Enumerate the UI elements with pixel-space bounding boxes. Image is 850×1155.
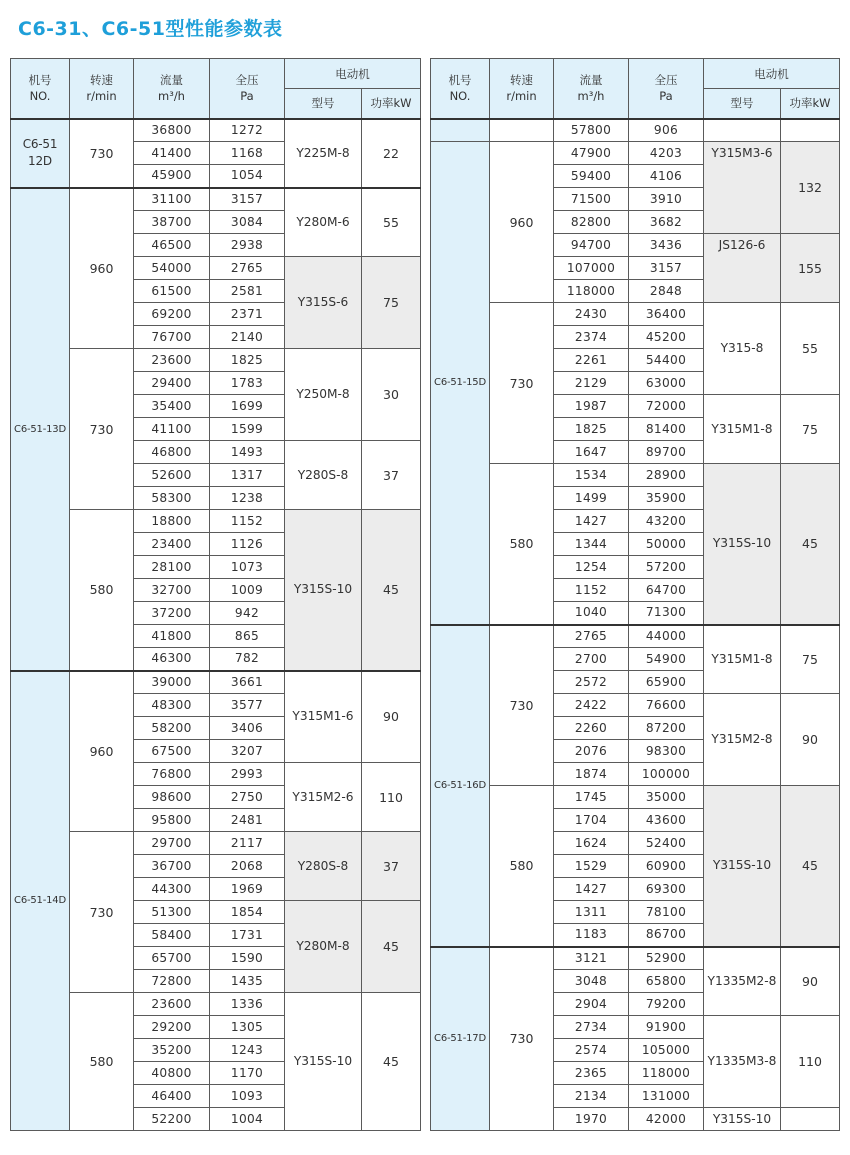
- header-pressure-unit: Pa: [240, 89, 254, 104]
- pressure-cell: 105000: [629, 1039, 704, 1062]
- flow-cell: 57800: [554, 119, 629, 142]
- pressure-cell: 3157: [629, 257, 704, 280]
- pressure-cell: 72000: [629, 395, 704, 418]
- pressure-cell: 45200: [629, 326, 704, 349]
- header-motor: 电动机: [704, 59, 840, 89]
- header-pressure: [629, 59, 704, 119]
- table-row: [11, 510, 421, 533]
- flow-cell: 1254: [554, 556, 629, 579]
- flow-cell: 2430: [554, 303, 629, 326]
- flow-cell: 37200: [134, 602, 210, 625]
- flow-cell: 1624: [554, 832, 629, 855]
- flow-cell: 47900: [554, 142, 629, 165]
- header-speed: [490, 59, 554, 119]
- flow-cell: 67500: [134, 740, 210, 763]
- flow-cell: 39000: [134, 671, 210, 694]
- pressure-cell: 60900: [629, 855, 704, 878]
- pressure-cell: 2117: [210, 832, 285, 855]
- table-row: [11, 671, 421, 694]
- pressure-cell: 69300: [629, 878, 704, 901]
- pressure-cell: 3577: [210, 694, 285, 717]
- pressure-cell: 54400: [629, 349, 704, 372]
- pressure-cell: 2848: [629, 280, 704, 303]
- pressure-cell: 81400: [629, 418, 704, 441]
- table-row: [431, 142, 840, 165]
- flow-cell: 95800: [134, 809, 210, 832]
- flow-cell: 29400: [134, 372, 210, 395]
- flow-cell: 41800: [134, 625, 210, 648]
- flow-cell: 1704: [554, 809, 629, 832]
- pressure-cell: 1493: [210, 441, 285, 464]
- flow-cell: 59400: [554, 165, 629, 188]
- machine-no-cell: C6-51-14D: [11, 671, 70, 1131]
- table-row: [431, 786, 840, 809]
- flow-cell: 54000: [134, 257, 210, 280]
- header-pressure-unit: Pa: [659, 89, 673, 104]
- flow-cell: 1534: [554, 464, 629, 487]
- table-row: [431, 119, 840, 142]
- pressure-cell: 35900: [629, 487, 704, 510]
- flow-cell: 1970: [554, 1108, 629, 1131]
- header-motor-power: 功率kW: [781, 89, 840, 119]
- pressure-cell: 1825: [210, 349, 285, 372]
- flow-cell: 32700: [134, 579, 210, 602]
- flow-cell: 58200: [134, 717, 210, 740]
- pressure-cell: 2750: [210, 786, 285, 809]
- flow-cell: 1040: [554, 602, 629, 625]
- flow-cell: 58300: [134, 487, 210, 510]
- table-row: [11, 119, 421, 142]
- pressure-cell: 3661: [210, 671, 285, 694]
- pressure-cell: 2993: [210, 763, 285, 786]
- pressure-cell: 906: [629, 119, 704, 142]
- motor-model-cell: Y225M-8: [285, 119, 362, 188]
- motor-power-cell: 90: [781, 947, 840, 1016]
- machine-cell-continued: [431, 119, 490, 142]
- performance-table-left: [10, 58, 421, 1131]
- motor-power-cell: 45: [781, 786, 840, 947]
- flow-cell: 107000: [554, 257, 629, 280]
- header-flow-unit: m³/h: [577, 89, 605, 104]
- flow-cell: 1311: [554, 901, 629, 924]
- pressure-cell: 4106: [629, 165, 704, 188]
- motor-model-cell: Y280M-6: [285, 188, 362, 257]
- header-speed-unit: r/min: [506, 89, 537, 104]
- flow-cell: 28100: [134, 556, 210, 579]
- pressure-cell: 2581: [210, 280, 285, 303]
- pressure-cell: 1854: [210, 901, 285, 924]
- pressure-cell: 36400: [629, 303, 704, 326]
- flow-cell: 1499: [554, 487, 629, 510]
- pressure-cell: 4203: [629, 142, 704, 165]
- flow-cell: 2765: [554, 625, 629, 648]
- motor-power-cell: 37: [362, 832, 421, 901]
- pressure-cell: 1170: [210, 1062, 285, 1085]
- speed-cell: 730: [70, 119, 134, 188]
- flow-cell: 1529: [554, 855, 629, 878]
- pressure-cell: 86700: [629, 924, 704, 947]
- speed-cell: 730: [70, 832, 134, 993]
- flow-cell: 1874: [554, 763, 629, 786]
- motor-power-cell: [781, 1108, 840, 1131]
- right-header-row-1: [431, 59, 840, 89]
- flow-cell: 18800: [134, 510, 210, 533]
- flow-cell: 1745: [554, 786, 629, 809]
- header-flow-label: 流量: [160, 73, 183, 88]
- machine-no-cell: [11, 119, 70, 188]
- motor-power-cell: 155: [781, 234, 840, 303]
- header-machine-no-label: 机号: [448, 73, 472, 88]
- flow-cell: 52200: [134, 1108, 210, 1131]
- pressure-cell: 2765: [210, 257, 285, 280]
- pressure-cell: 71300: [629, 602, 704, 625]
- flow-cell: 51300: [134, 901, 210, 924]
- motor-model-cell: Y250M-8: [285, 349, 362, 441]
- flow-cell: 2422: [554, 694, 629, 717]
- header-machine-no-label: 机号: [28, 73, 52, 88]
- flow-cell: 46500: [134, 234, 210, 257]
- pressure-cell: 2140: [210, 326, 285, 349]
- pressure-cell: 98300: [629, 740, 704, 763]
- flow-cell: 29200: [134, 1016, 210, 1039]
- flow-cell: 46300: [134, 648, 210, 671]
- flow-cell: 2700: [554, 648, 629, 671]
- header-speed-label: 转速: [90, 73, 113, 88]
- flow-cell: 44300: [134, 878, 210, 901]
- flow-cell: 40800: [134, 1062, 210, 1085]
- motor-model-cell: Y315M2-8: [704, 694, 781, 786]
- motor-model-cell: Y280M-8: [285, 901, 362, 993]
- motor-power-cell: 110: [362, 763, 421, 832]
- pressure-cell: 1093: [210, 1085, 285, 1108]
- pressure-cell: 43600: [629, 809, 704, 832]
- motor-model-cell: Y315S-10: [704, 1108, 781, 1131]
- flow-cell: 46400: [134, 1085, 210, 1108]
- motor-power-cell: 45: [781, 464, 840, 625]
- speed-cell: 580: [490, 464, 554, 625]
- pressure-cell: 1590: [210, 947, 285, 970]
- table-row: [431, 464, 840, 487]
- table-row: [431, 303, 840, 326]
- pressure-cell: 1699: [210, 395, 285, 418]
- pressure-cell: 43200: [629, 510, 704, 533]
- flow-cell: 52600: [134, 464, 210, 487]
- header-flow-unit: m³/h: [158, 89, 185, 104]
- flow-cell: 2904: [554, 993, 629, 1016]
- pressure-cell: 3207: [210, 740, 285, 763]
- flow-cell: 1825: [554, 418, 629, 441]
- motor-power-cell: 30: [362, 349, 421, 441]
- table-row: [11, 993, 421, 1016]
- motor-power-cell: 90: [362, 671, 421, 763]
- motor-power-cell: 75: [781, 625, 840, 694]
- motor-power-cell: 90: [781, 694, 840, 786]
- speed-cell: 960: [490, 142, 554, 303]
- flow-cell: 35400: [134, 395, 210, 418]
- performance-table-right: [430, 58, 840, 1131]
- header-pressure-label: 全压: [235, 73, 259, 88]
- pressure-cell: 1004: [210, 1108, 285, 1131]
- motor-model-cell: Y280S-8: [285, 832, 362, 901]
- pressure-cell: 1317: [210, 464, 285, 487]
- flow-cell: 36700: [134, 855, 210, 878]
- motor-model-cell: Y315S-10: [704, 464, 781, 625]
- motor-power-cell: 37: [362, 441, 421, 510]
- speed-cell: 730: [490, 947, 554, 1131]
- flow-cell: 58400: [134, 924, 210, 947]
- pressure-cell: 50000: [629, 533, 704, 556]
- flow-cell: 3048: [554, 970, 629, 993]
- motor-model-cell: Y1335M2-8: [704, 947, 781, 1016]
- table-row: [11, 349, 421, 372]
- pressure-cell: 118000: [629, 1062, 704, 1085]
- pressure-cell: 131000: [629, 1085, 704, 1108]
- machine-no-cell: C6-51-13D: [11, 188, 70, 671]
- pressure-cell: 79200: [629, 993, 704, 1016]
- machine-no-cell: C6-51-15D: [431, 142, 490, 625]
- flow-cell: 3121: [554, 947, 629, 970]
- flow-cell: 2261: [554, 349, 629, 372]
- pressure-cell: 35000: [629, 786, 704, 809]
- speed-cell: 580: [70, 510, 134, 671]
- pressure-cell: 3406: [210, 717, 285, 740]
- machine-no-cell: C6-51-16D: [431, 625, 490, 947]
- pressure-cell: 942: [210, 602, 285, 625]
- speed-cell: 580: [490, 786, 554, 947]
- flow-cell: 2572: [554, 671, 629, 694]
- pressure-cell: 2481: [210, 809, 285, 832]
- pressure-cell: 28900: [629, 464, 704, 487]
- flow-cell: 2260: [554, 717, 629, 740]
- header-speed: [70, 59, 134, 119]
- pressure-cell: 64700: [629, 579, 704, 602]
- flow-cell: 41100: [134, 418, 210, 441]
- flow-cell: 2365: [554, 1062, 629, 1085]
- flow-cell: 2734: [554, 1016, 629, 1039]
- motor-power-cell: 75: [362, 257, 421, 349]
- pressure-cell: 100000: [629, 763, 704, 786]
- left-header-row-1: [11, 59, 421, 89]
- pressure-cell: 3084: [210, 211, 285, 234]
- flow-cell: 2076: [554, 740, 629, 763]
- pressure-cell: 89700: [629, 441, 704, 464]
- flow-cell: 29700: [134, 832, 210, 855]
- motor-model-cell: Y315S-10: [285, 510, 362, 671]
- speed-cell: 960: [70, 188, 134, 349]
- pressure-cell: 3682: [629, 211, 704, 234]
- machine-no-line: 12D: [28, 154, 52, 168]
- speed-cell: 730: [70, 349, 134, 510]
- motor-model-cell: Y315M1-8: [704, 395, 781, 464]
- pressure-cell: 1126: [210, 533, 285, 556]
- pressure-cell: 1238: [210, 487, 285, 510]
- flow-cell: 1344: [554, 533, 629, 556]
- flow-cell: 2374: [554, 326, 629, 349]
- flow-cell: 71500: [554, 188, 629, 211]
- flow-cell: 45900: [134, 165, 210, 188]
- flow-cell: 41400: [134, 142, 210, 165]
- motor-model-cell: Y280S-8: [285, 441, 362, 510]
- flow-cell: 36800: [134, 119, 210, 142]
- header-motor-model: 型号: [285, 89, 362, 119]
- header-flow: [134, 59, 210, 119]
- motor-model-cell-continued: [704, 119, 781, 142]
- pressure-cell: 1272: [210, 119, 285, 142]
- flow-cell: 69200: [134, 303, 210, 326]
- pressure-cell: 54900: [629, 648, 704, 671]
- pressure-cell: 1783: [210, 372, 285, 395]
- pressure-cell: 1152: [210, 510, 285, 533]
- header-pressure-label: 全压: [654, 73, 678, 88]
- pressure-cell: 3436: [629, 234, 704, 257]
- speed-cell-continued: [490, 119, 554, 142]
- header-machine-no-unit: NO.: [29, 89, 51, 104]
- table-row: [431, 947, 840, 970]
- pressure-cell: 1243: [210, 1039, 285, 1062]
- pressure-cell: 2068: [210, 855, 285, 878]
- pressure-cell: 3910: [629, 188, 704, 211]
- flow-cell: 72800: [134, 970, 210, 993]
- pressure-cell: 1054: [210, 165, 285, 188]
- motor-power-cell: 55: [781, 303, 840, 395]
- header-flow: [554, 59, 629, 119]
- pressure-cell: 3157: [210, 188, 285, 211]
- flow-cell: 35200: [134, 1039, 210, 1062]
- flow-cell: 98600: [134, 786, 210, 809]
- pressure-cell: 52400: [629, 832, 704, 855]
- motor-model-cell: Y1335M3-8: [704, 1016, 781, 1108]
- table-row: [431, 625, 840, 648]
- pressure-cell: 1599: [210, 418, 285, 441]
- table-left-body: [11, 59, 421, 1131]
- pressure-cell: 782: [210, 648, 285, 671]
- flow-cell: 46800: [134, 441, 210, 464]
- pressure-cell: 1336: [210, 993, 285, 1016]
- pressure-cell: 1435: [210, 970, 285, 993]
- machine-no-line: C6-51: [22, 137, 58, 151]
- pressure-cell: 76600: [629, 694, 704, 717]
- motor-model-cell: Y315M3-6: [704, 142, 781, 234]
- machine-no-cell: C6-51-17D: [431, 947, 490, 1131]
- flow-cell: 23600: [134, 349, 210, 372]
- pressure-cell: 91900: [629, 1016, 704, 1039]
- table-row: [11, 188, 421, 211]
- motor-power-cell: 55: [362, 188, 421, 257]
- speed-cell: 960: [70, 671, 134, 832]
- pressure-cell: 2371: [210, 303, 285, 326]
- motor-model-cell: Y315M2-6: [285, 763, 362, 832]
- motor-model-cell: Y315-8: [704, 303, 781, 395]
- pressure-cell: 1731: [210, 924, 285, 947]
- table-row: [11, 832, 421, 855]
- header-pressure: [210, 59, 285, 119]
- flow-cell: 48300: [134, 694, 210, 717]
- motor-model-cell: Y315M1-8: [704, 625, 781, 694]
- flow-cell: 1183: [554, 924, 629, 947]
- header-machine-no-unit: NO.: [449, 89, 471, 104]
- header-flow-label: 流量: [579, 73, 603, 88]
- flow-cell: 23600: [134, 993, 210, 1016]
- flow-cell: 38700: [134, 211, 210, 234]
- motor-power-cell: 22: [362, 119, 421, 188]
- flow-cell: 76800: [134, 763, 210, 786]
- pressure-cell: 1073: [210, 556, 285, 579]
- flow-cell: 76700: [134, 326, 210, 349]
- flow-cell: 2574: [554, 1039, 629, 1062]
- motor-power-cell: 45: [362, 993, 421, 1131]
- header-machine-no: [431, 59, 490, 119]
- motor-model-cell: Y315M1-6: [285, 671, 362, 763]
- speed-cell: 730: [490, 625, 554, 786]
- pressure-cell: 42000: [629, 1108, 704, 1131]
- table-right-body: [431, 59, 840, 1131]
- page-title: C6-31、C6-51型性能参数表: [18, 18, 283, 40]
- pressure-cell: 1969: [210, 878, 285, 901]
- header-speed-unit: r/min: [86, 89, 117, 104]
- pressure-cell: 52900: [629, 947, 704, 970]
- flow-cell: 1427: [554, 878, 629, 901]
- flow-cell: 82800: [554, 211, 629, 234]
- flow-cell: 1152: [554, 579, 629, 602]
- pressure-cell: 78100: [629, 901, 704, 924]
- flow-cell: 65700: [134, 947, 210, 970]
- speed-cell: 730: [490, 303, 554, 464]
- header-motor-model: 型号: [704, 89, 781, 119]
- motor-power-cell: 45: [362, 510, 421, 671]
- flow-cell: 1647: [554, 441, 629, 464]
- pressure-cell: 1305: [210, 1016, 285, 1039]
- pressure-cell: 57200: [629, 556, 704, 579]
- pressure-cell: 44000: [629, 625, 704, 648]
- pressure-cell: 87200: [629, 717, 704, 740]
- pressure-cell: 1009: [210, 579, 285, 602]
- motor-power-cell: 110: [781, 1016, 840, 1108]
- flow-cell: 118000: [554, 280, 629, 303]
- motor-power-cell: 132: [781, 142, 840, 234]
- flow-cell: 2129: [554, 372, 629, 395]
- motor-power-cell-continued: [781, 119, 840, 142]
- pressure-cell: 865: [210, 625, 285, 648]
- header-motor-power: 功率kW: [362, 89, 421, 119]
- pressure-cell: 2938: [210, 234, 285, 257]
- flow-cell: 1987: [554, 395, 629, 418]
- motor-model-cell: JS126-6: [704, 234, 781, 303]
- pressure-cell: 63000: [629, 372, 704, 395]
- pressure-cell: 65900: [629, 671, 704, 694]
- header-machine-no: [11, 59, 70, 119]
- flow-cell: 2134: [554, 1085, 629, 1108]
- flow-cell: 94700: [554, 234, 629, 257]
- speed-cell: 580: [70, 993, 134, 1131]
- flow-cell: 23400: [134, 533, 210, 556]
- flow-cell: 31100: [134, 188, 210, 211]
- flow-cell: 1427: [554, 510, 629, 533]
- motor-power-cell: 75: [781, 395, 840, 464]
- flow-cell: 61500: [134, 280, 210, 303]
- motor-model-cell: Y315S-10: [285, 993, 362, 1131]
- header-speed-label: 转速: [510, 73, 533, 88]
- motor-model-cell: Y315S-10: [704, 786, 781, 947]
- pressure-cell: 65800: [629, 970, 704, 993]
- pressure-cell: 1168: [210, 142, 285, 165]
- header-motor: 电动机: [285, 59, 421, 89]
- motor-model-cell: Y315S-6: [285, 257, 362, 349]
- motor-power-cell: 45: [362, 901, 421, 993]
